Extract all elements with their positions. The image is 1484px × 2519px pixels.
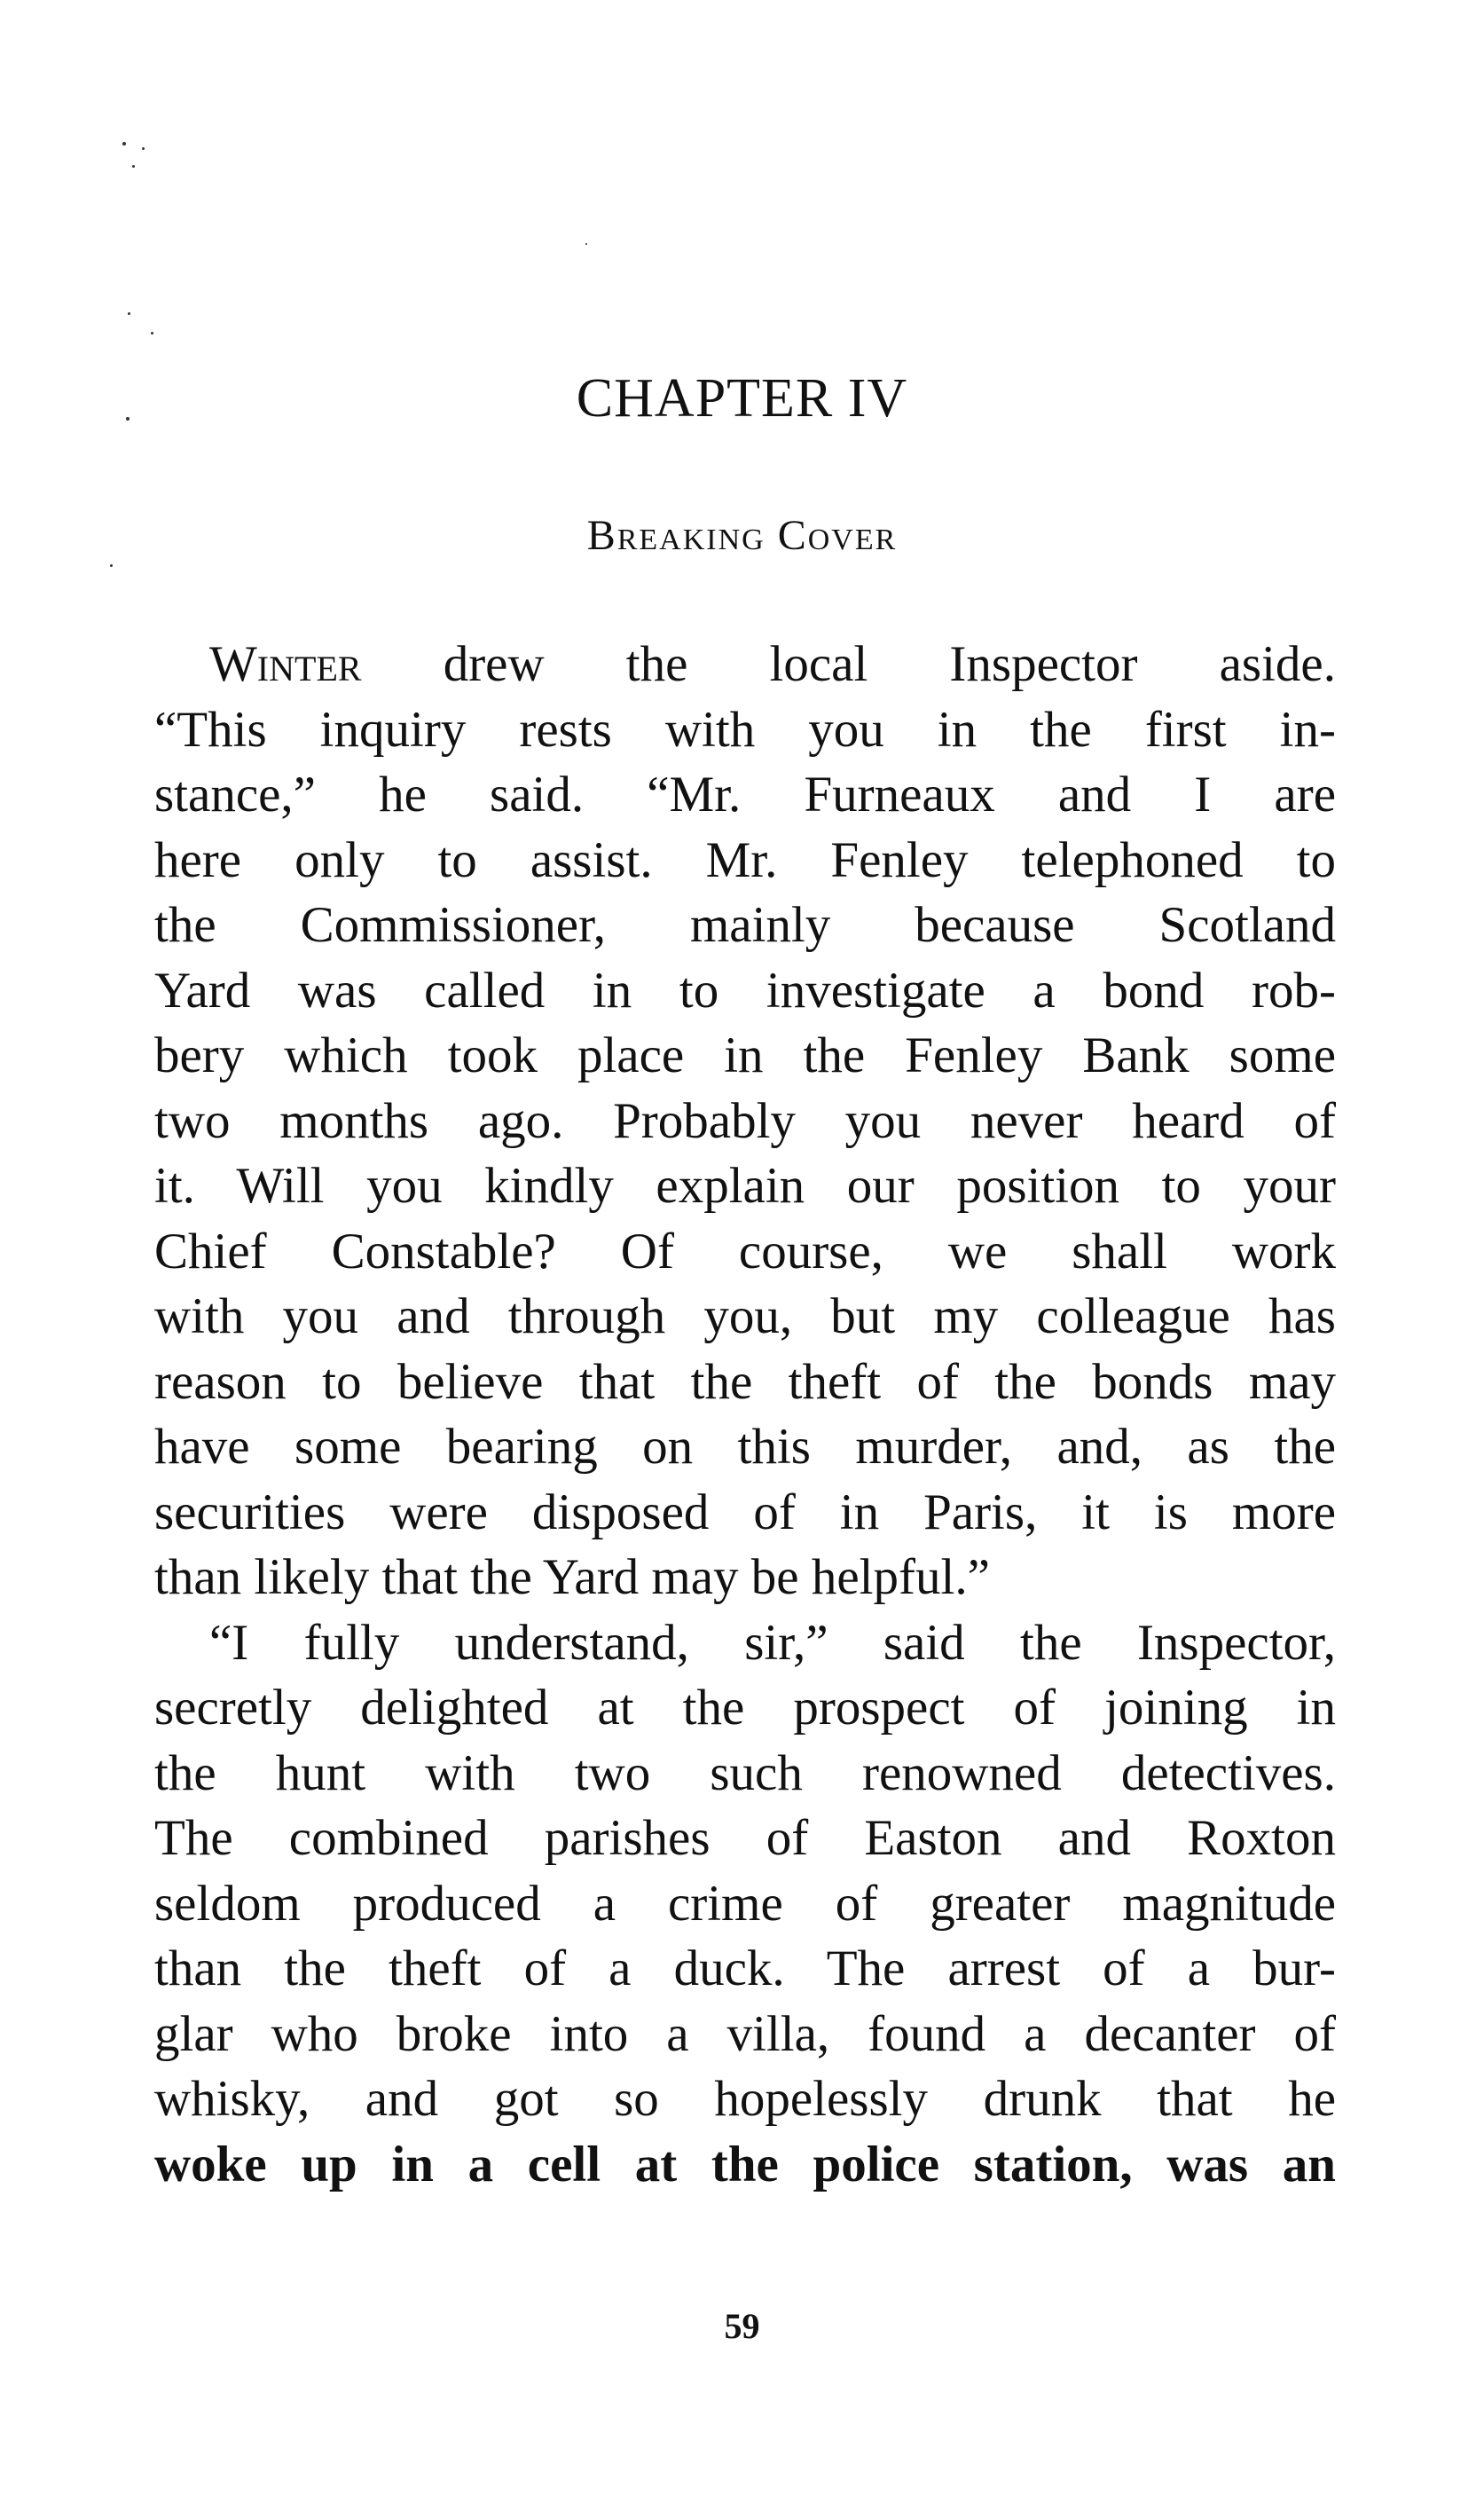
text-line: secretly delighted at the prospect of joining in	[154, 1680, 1336, 1736]
text-line: stance,” he said. “Mr. Furneaux and I are	[154, 767, 1336, 823]
chapter-subtitle: Breaking Cover	[586, 512, 898, 559]
text-line: reason to believe that the theft of the bonds may	[154, 1353, 1336, 1410]
text-line: bery which took place in the Fenley Bank some	[154, 1027, 1336, 1083]
scan-speck	[128, 312, 130, 315]
scan-speck	[122, 142, 126, 146]
text-line: whisky, and got so hopelessly drunk that he	[154, 2071, 1336, 2127]
text-line: two months ago. Probably you never heard of	[154, 1092, 1336, 1149]
text-line: with you and through you, but my colleague has	[154, 1288, 1336, 1344]
text-line: seldom produced a crime of greater magnitude	[154, 1875, 1336, 1932]
text-line: The combined parishes of Easton and Roxton	[154, 1810, 1336, 1866]
text-line: than likely that the Yard may be helpful.”	[154, 1549, 990, 1605]
text-line: “This inquiry rests with you in the first in-	[154, 701, 1336, 758]
text-line: here only to assist. Mr. Fenley telephoned to	[154, 831, 1336, 888]
text-line: the hunt with two such renowned detectives.	[154, 1744, 1336, 1801]
scan-speck	[585, 243, 587, 245]
scan-speck	[142, 147, 145, 150]
text-line-fragment: drew the local Inspector aside.	[361, 636, 1336, 692]
drop-word: Winter	[209, 636, 362, 692]
page-number: 59	[724, 2306, 760, 2346]
scan-speck	[132, 165, 135, 168]
text-line: have some bearing on this murder, and, as the	[154, 1419, 1336, 1475]
text-line: Yard was called in to investigate a bond rob-	[154, 962, 1336, 1019]
text-line: woke up in a cell at the police station, was an	[154, 2136, 1336, 2192]
text-line: glar who broke into a villa, found a decanter of	[154, 2005, 1336, 2062]
chapter-title: CHAPTER IV	[576, 368, 908, 429]
text-line: than the theft of a duck. The arrest of a bur-	[154, 1940, 1336, 1996]
body-text	[154, 632, 1336, 2197]
text-line	[154, 632, 1336, 697]
text-line: the Commissioner, mainly because Scotland	[154, 897, 1336, 953]
text-line: securities were disposed of in Paris, it is more	[154, 1484, 1336, 1540]
text-line: Chief Constable? Of course, we shall work	[154, 1223, 1336, 1279]
text-line: “I fully understand, sir,” said the Inspector,	[209, 1614, 1336, 1671]
scan-speck	[110, 564, 113, 567]
text-line: it. Will you kindly explain our position to your	[154, 1158, 1336, 1214]
scan-speck	[151, 332, 153, 335]
